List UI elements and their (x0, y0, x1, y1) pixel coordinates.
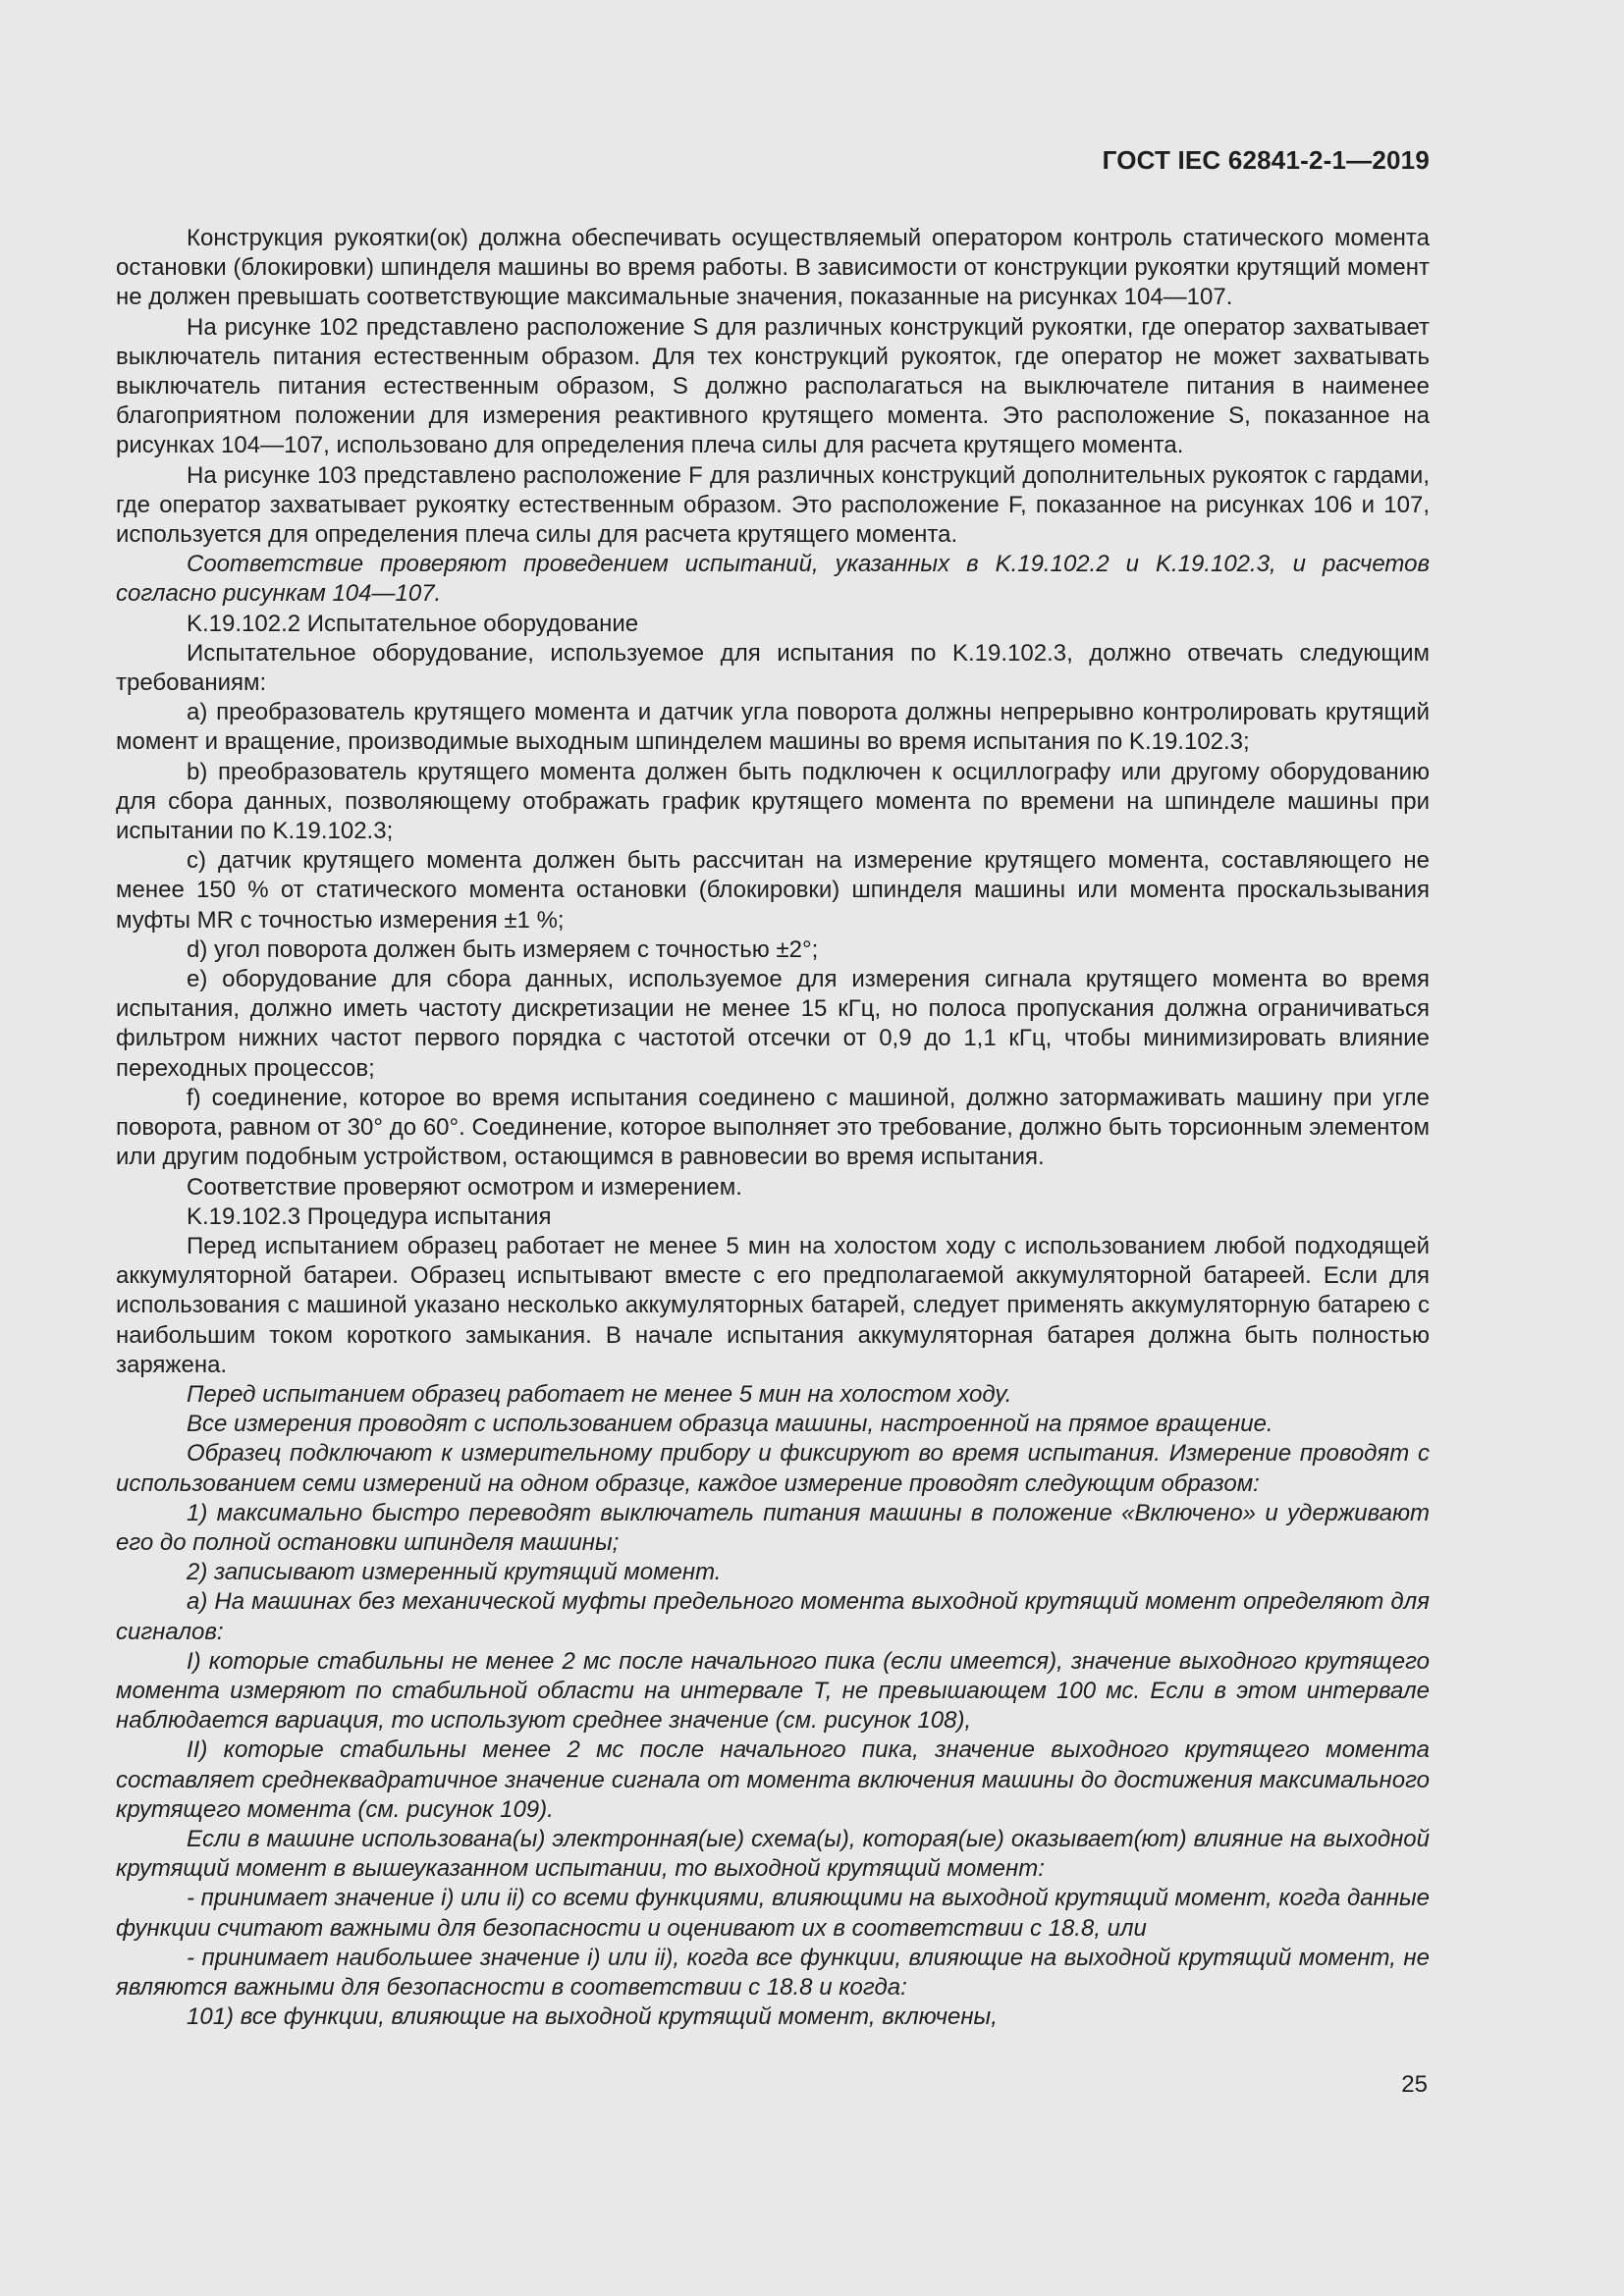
paragraph: Перед испытанием образец работает не менее 5 мин на холостом ходу с использованием любой подходящей аккумуляторной батареи. Образец испытывают вместе с его предполагаемой аккумуляторной батареей. Если для использования с машиной указано несколько аккумуляторных батарей, следует применять аккумуляторную батарею с наибольшим током короткого замыкания. В начале испытания аккумуляторная батарея должна быть полностью заряжена. (116, 1232, 1430, 1378)
paragraph: Все измерения проводят с использованием образца машины, настроенной на прямое вращение. (187, 1411, 1273, 1438)
paragraph: Перед испытанием образец работает не менее 5 мин на холостом ходу. (187, 1380, 1012, 1408)
paragraph: II) которые стабильны менее 2 мс после начального пика, значение выходного крутящего момента составляет среднеквадратичное значение сигнала от момента включения машины до достижения максимального крутящего момента (см. рисунок 109). (116, 1736, 1430, 1823)
paragraph: - принимает наибольшее значение i) или ii), когда все функции, влияющие на выходной крутящий момент, не являются важными для безопасности в соответствии с 18.8 и когда: (116, 1944, 1430, 2001)
page-number: 25 (1401, 2071, 1428, 2098)
paragraph: На рисунке 103 представлено расположение F для различных конструкций дополнительных рукояток с гардами, где оператор захватывает рукоятку естественным образом. Это расположение F, показанное на рисунках 106 и 107, используется для определения плеча силы для расчета крутящего момента. (116, 461, 1430, 549)
paragraph: K.19.102.2 Испытательное оборудование (187, 610, 639, 637)
paragraph: Образец подключают к измерительному прибору и фиксируют во время испытания. Измерение проводят с использованием семи измерений на одном образце, каждое измерение проводят следующим образом: (116, 1440, 1430, 1497)
paragraph: Испытательное оборудование, используемое для испытания по K.19.102.3, должно отвечать следующим требованиям: (116, 639, 1430, 697)
paragraph: Конструкция рукоятки(ок) должна обеспечивать осуществляемый оператором контроль статического момента остановки (блокировки) шпинделя машины во время работы. В зависимости от конструкции рукоятки крутящий момент не должен превышать соответствующие максимальные значения, показанные на рисунках 104—107. (116, 225, 1430, 311)
paragraph: e) оборудование для сбора данных, используемое для измерения сигнала крутящего момента во время испытания, должно иметь частоту дискретизации не менее 15 кГц, но полоса пропускания должна ограничиваться фильтром нижних частот первого порядка с частотой отсечки от 0,9 до 1,1 кГц, чтобы минимизировать влияние переходных процессов; (116, 966, 1430, 1082)
paragraph: 1) максимально быстро переводят выключатель питания машины в положение «Включено» и удерживают его до полной остановки шпинделя машины; (116, 1499, 1430, 1556)
paragraph: K.19.102.3 Процедура испытания (187, 1202, 552, 1230)
paragraph: I) которые стабильны не менее 2 мс после начального пика (если имеется), значение выходного крутящего момента измеряют по стабильной области на интервале T, не превышающем 100 мс. Если в этом интервале наблюдается вариация, то используют среднее значение (см. рисунок 108), (116, 1647, 1430, 1735)
paragraph: - принимает значение i) или ii) со всеми функциями, влияющими на выходной крутящий момент, когда данные функции считают важными для безопасности и оценивают их в соответствии с 18.8, или (116, 1885, 1430, 1942)
paragraph: 101) все функции, влияющие на выходной крутящий момент, включены, (187, 2003, 998, 2031)
paragraph: a) На машинах без механической муфты предельного момента выходной крутящий момент определяют для сигналов: (116, 1588, 1430, 1645)
document-body (116, 224, 1430, 2032)
paragraph: Соответствие проверяют осмотром и измерением. (187, 1173, 742, 1201)
paragraph: d) угол поворота должен быть измеряем с точностью ±2°; (187, 935, 819, 963)
paragraph: f) соединение, которое во время испытания соединено с машиной, должно затормаживать машину при угле поворота, равном от 30° до 60°. Соединение, которое выполняет это требование, должно быть торсионным элементом или другим подобным устройством, остающимся в равновесии во время испытания. (116, 1084, 1430, 1171)
paragraph: Соответствие проверяют проведением испытаний, указанных в K.19.102.2 и K.19.102.3, и расчетов согласно рисункам 104—107. (116, 551, 1430, 608)
paragraph: 2) записывают измеренный крутящий момент. (187, 1559, 722, 1586)
paragraph: a) преобразователь крутящего момента и датчик угла поворота должны непрерывно контролировать крутящий момент и вращение, производимые выходным шпинделем машины во время испытания по K.19.102.3; (116, 699, 1430, 756)
paragraph: На рисунке 102 представлено расположение S для различных конструкций рукоятки, где оператор захватывает выключатель питания естественным образом. Для тех конструкций рукояток, где оператор не может захватывать выключатель питания естественным образом, S должно располагаться на выключателе питания в наименее благоприятном положении для измерения реактивного крутящего момента. Это расположение S, показанное на рисунках 104—107, использовано для определения плеча силы для расчета крутящего момента. (116, 313, 1430, 459)
document-header: ГОСТ IEC 62841-2-1—2019 (1102, 145, 1430, 175)
paragraph: b) преобразователь крутящего момента должен быть подключен к осциллографу или другому оборудованию для сбора данных, позволяющему отображать график крутящего момента по времени на шпинделе машины при испытании по K.19.102.3; (116, 758, 1430, 845)
paragraph: Если в машине использована(ы) электронная(ые) схема(ы), которая(ые) оказывает(ют) влияние на выходной крутящий момент в вышеуказанном испытании, то выходной крутящий момент: (116, 1825, 1430, 1883)
paragraph: c) датчик крутящего момента должен быть рассчитан на измерение крутящего момента, составляющего не менее 150 % от статического момента остановки (блокировки) шпинделя машины или момента проскальзывания муфты MR с точностью измерения ±1 %; (116, 847, 1430, 934)
